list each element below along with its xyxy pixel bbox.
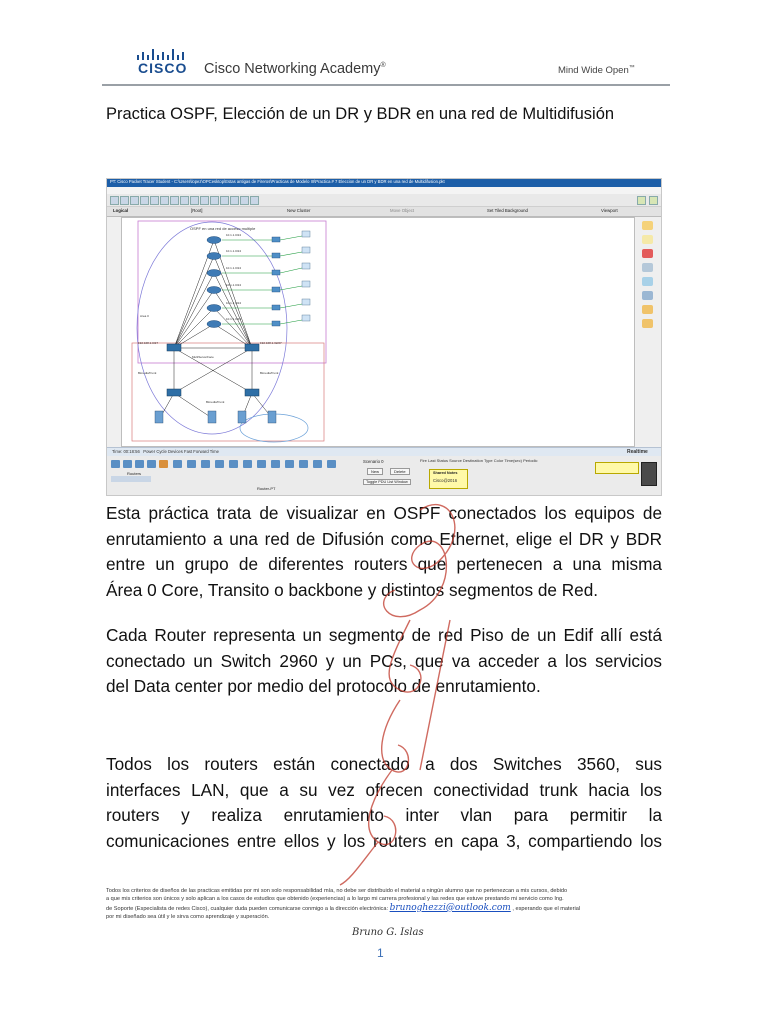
text-line: conectado un Switch 2960 y un PCs, que va acceder a los servicios <box>106 650 662 671</box>
device-model-icon <box>313 460 322 468</box>
lan-outline <box>132 343 324 441</box>
pdu-list-header: Fire Last Status Source Destination Type Color Time(sec) Periodic <box>420 458 538 463</box>
pdu-simple-icon <box>642 305 653 314</box>
pt-tab-viewport: Viewport <box>601 208 618 213</box>
device-model-icon <box>229 460 238 468</box>
footer-line: a que mis criterios son únicos y solo aplican a los casos de estudios que obtenido (experiencias) a lo largo mi carrera profesional y las redes que estuve prestando mi servicio como Ing. <box>106 896 564 903</box>
author-signature: Bruno G. Islas <box>352 927 424 938</box>
paragraph-routers <box>106 623 662 700</box>
text-line: interfaces LAN, que a su vez ofrecen conectividad trunk hacia los <box>106 779 662 800</box>
paragraph-switches <box>106 752 662 854</box>
cisco-wordmark: CISCO <box>138 60 188 76</box>
footer-line: Todos los criterios de diseños de las practicas emitidas por mi son solo responsabilidad mía, no debe ser distribuido el material a ningún alumno que no pertenezcan a mis cursos, debido <box>106 888 568 894</box>
text-line: Todos los routers están conectado a dos Switches 3560, sus <box>106 754 662 774</box>
scenario-select: Scenario 0 <box>363 459 384 464</box>
svg-text:192.168.1.32/27: 192.168.1.32/27 <box>260 341 282 345</box>
pt-tool-icon <box>240 196 249 205</box>
diagram-title: OSPF en una red de acceso multiple <box>190 226 256 231</box>
svg-text:10.1.1.0/24: 10.1.1.0/24 <box>226 317 242 321</box>
svg-text:10.1.1.0/24: 10.1.1.0/24 <box>226 249 242 253</box>
pt-tool-icon <box>220 196 229 205</box>
text-line: routers y realiza enrutamiento inter vlan para permitir la <box>106 805 662 825</box>
pt-tool-icon <box>230 196 239 205</box>
routers-label: Routers <box>127 471 142 476</box>
tagline: Mind Wide Open™ <box>558 65 635 77</box>
svg-text:10.1.1.0/24: 10.1.1.0/24 <box>226 301 242 305</box>
cisco-logo <box>136 46 190 76</box>
delete-tool-icon <box>642 249 653 258</box>
pt-info-icon <box>637 196 646 205</box>
header-divider <box>102 84 670 86</box>
mini-note <box>595 462 639 474</box>
device-model-icon <box>257 460 266 468</box>
pt-workspace-bar <box>107 207 661 217</box>
pdu-new-button: New <box>367 468 383 475</box>
svg-text:MultiServerFace: MultiServerFace <box>192 355 214 359</box>
pt-titlebar <box>107 179 661 187</box>
pt-tool-icon <box>150 196 159 205</box>
text-line: enrutamiento a una red de Difusión como Ethernet, elige el DR y BDR <box>106 528 662 549</box>
device-model-icon <box>243 460 252 468</box>
footer-line: de Soporte (Especialista de redes Cisco), cualquier duda pueden comunicarse conmigo a la dirección electrónica: brunoghezzi@outlook.com , esperando que el material <box>106 902 581 913</box>
draw-tool-icon <box>642 277 653 286</box>
pdu-complex-icon <box>642 319 653 328</box>
text-line: Cada Router representa un segmento de red Piso de un Edif allí está <box>106 625 662 645</box>
pt-tool-icon <box>200 196 209 205</box>
toggle-pdu-button: Toggle PDU List Window <box>363 479 411 485</box>
pt-menubar <box>107 187 661 194</box>
pt-tool-icon <box>110 196 119 205</box>
device-model-icon <box>173 460 182 468</box>
pt-tool-icon <box>130 196 139 205</box>
footer-email-link[interactable]: brunoghezzi@outlook.com <box>389 902 511 913</box>
pt-tab-root: [Root] <box>191 208 203 213</box>
pcs <box>302 231 310 321</box>
pt-tool-icon <box>120 196 129 205</box>
pt-device-panel <box>107 456 661 495</box>
svg-text:192.168.1.0/27: 192.168.1.0/27 <box>138 341 159 345</box>
inspect-tool-icon <box>642 263 653 272</box>
resize-tool-icon <box>642 291 653 300</box>
page-footer <box>106 887 666 922</box>
pt-tool-icon <box>210 196 219 205</box>
network-topology-diagram <box>122 218 634 446</box>
pt-tab-move-object: Move Object <box>390 208 415 213</box>
pt-tab-logical: Logical <box>113 208 129 213</box>
device-type-icon <box>147 460 156 468</box>
pt-realtime-label: Realtime <box>627 449 648 455</box>
pt-help-icon <box>649 196 658 205</box>
page-header <box>0 0 768 90</box>
device-type-icon <box>123 460 132 468</box>
pt-toolbar <box>107 194 661 207</box>
router-pt-label: Router-PT <box>257 486 276 491</box>
pt-tool-icon <box>190 196 199 205</box>
device-model-icon <box>201 460 210 468</box>
svg-text:10.1.1.0/24: 10.1.1.0/24 <box>226 233 242 237</box>
device-model-icon <box>327 460 336 468</box>
pt-tool-icon <box>170 196 179 205</box>
pt-tool-icon <box>140 196 149 205</box>
device-model-icon <box>285 460 294 468</box>
text-line: entre un grupo de diferentes routers que pertenecen a una misma <box>106 554 662 574</box>
academy-name: Cisco Networking Academy® <box>204 61 386 77</box>
note-title: Shared Notes <box>433 471 458 475</box>
page-number: 1 <box>377 946 384 960</box>
svg-text:10.1.1.0/24: 10.1.1.0/24 <box>226 283 242 287</box>
pt-tool-icon <box>180 196 189 205</box>
pt-topology-canvas <box>121 217 635 447</box>
device-model-icon <box>215 460 224 468</box>
pt-tool-icon <box>160 196 169 205</box>
svg-text:Area 0: Area 0 <box>140 314 149 318</box>
svg-text:10.1.1.0/24: 10.1.1.0/24 <box>226 266 242 270</box>
area-outline <box>138 221 326 363</box>
access-switches <box>272 237 280 326</box>
svg-text:BimediaTrunk: BimediaTrunk <box>206 400 225 404</box>
text-line: comunicaciones entre ellos y los routers en capa 3, compartiendo los <box>106 830 662 851</box>
document-title: Practica OSPF, Elección de un DR y BDR en una red de Multidifusión <box>106 105 615 123</box>
svg-text:BimediaTrunk: BimediaTrunk <box>260 371 279 375</box>
pt-window-title: PT: Cisco Packet Tracer Student - C:\Users\lopez\OPCesktop\Estas antigas de Fireros\Practicas de Modelo III\Practica # 7 Eleccion de un DR y BDR en una red de Multidifusion.pkt <box>110 179 445 184</box>
device-model-icon <box>271 460 280 468</box>
shared-note <box>429 469 468 489</box>
paragraph-intro <box>106 501 662 603</box>
device-type-icon <box>159 460 168 468</box>
device-type-icon <box>111 460 120 468</box>
note-text: Cisco@2016 <box>433 478 458 483</box>
pt-tab-set-background: Set Tiled Background <box>487 208 528 213</box>
device-model-icon <box>187 460 196 468</box>
footer-line: por mi diseñado sea útil y le sirva como aprendizaje y superación. <box>106 914 270 921</box>
device-type-icon <box>135 460 144 468</box>
note-tool-icon <box>642 235 653 244</box>
servers <box>155 411 276 423</box>
text-line: Área 0 Core, Transito o backbone y distintos segmentos de Red. <box>106 579 599 600</box>
pt-tool-icon <box>250 196 259 205</box>
select-tool-icon <box>642 221 653 230</box>
device-model-icon <box>299 460 308 468</box>
pt-tab-new-cluster: New Cluster <box>287 208 311 213</box>
sub-device-icons <box>111 476 151 482</box>
mini-device-icon <box>641 462 657 486</box>
text-line: Esta práctica trata de visualizar en OSPF conectados los equipos de <box>106 503 662 523</box>
svg-text:BimediaTrunk: BimediaTrunk <box>138 371 157 375</box>
packet-tracer-screenshot <box>106 178 662 496</box>
text-line: del Data center por medio del protocolo de enrutamiento. <box>106 676 541 696</box>
pt-right-toolbar <box>636 217 660 445</box>
pt-time-label: Time: 00:18:56 Power Cycle Devices Fast Forward Time <box>112 449 219 454</box>
pdu-delete-button: Delete <box>390 468 410 475</box>
